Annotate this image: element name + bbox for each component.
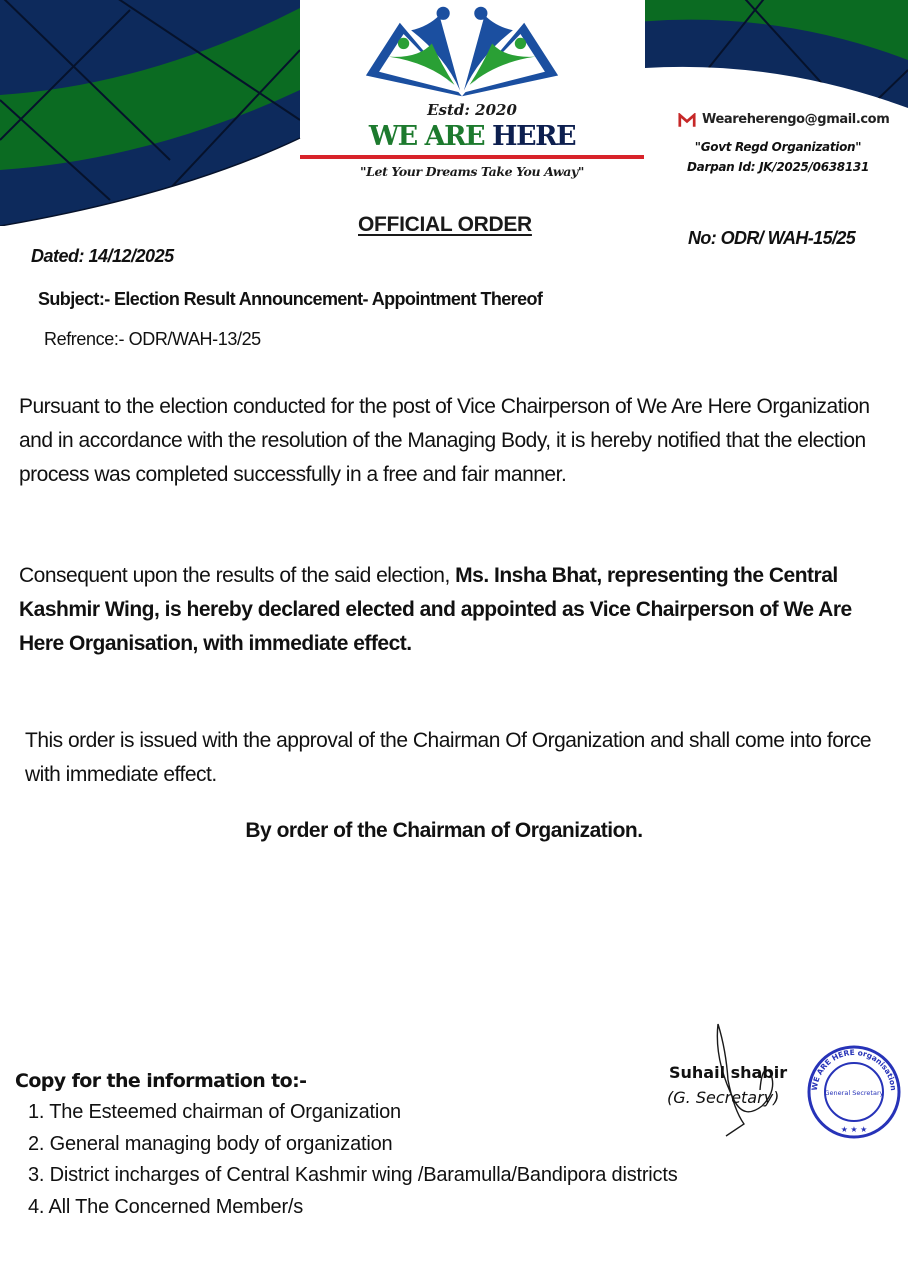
header-decoration-left [0, 0, 302, 226]
order-reference: Refrence:- ODR/WAH-13/25 [44, 329, 261, 349]
signatory-name: Suhail shabir [669, 1063, 788, 1082]
svg-text:WE ARE HERE organisation [810, 1048, 898, 1091]
copy-to-item: 4. All The Concerned Member/s [28, 1195, 304, 1218]
paragraph-2-intro: Consequent upon the results of the said election, [19, 564, 456, 587]
appointment-declaration: Ms. Insha Bhat, representing the Central Kashmir Wing, is hereby declared elected and appointed as Vice Chairperson of We Are Here Organisation, with immediate effect. [19, 564, 852, 655]
stamp-stars-icon: ★ ★ ★ [840, 1125, 868, 1134]
body-paragraph-2 [19, 559, 899, 661]
copy-to-item: 2. General managing body of organization [28, 1132, 393, 1155]
copy-to-item: 3. District incharges of Central Kashmir wing /Baramulla/Bandipora districts [28, 1164, 678, 1186]
body-paragraph-3: This order is issued with the approval of the Chairman Of Organization and shall come into force with immediate effect. [25, 729, 872, 786]
header-divider [300, 155, 644, 159]
signatory-role: (G. Secretary) [667, 1088, 780, 1107]
document-title: OFFICIAL ORDER [358, 213, 532, 236]
order-subject: Subject:- Election Result Announcement- Appointment Thereof [38, 289, 543, 309]
organization-name [300, 121, 644, 153]
organization-name-part2: HERE [492, 121, 576, 152]
copy-to-item: 1. The Esteemed chairman of Organization [28, 1101, 401, 1123]
stamp-outer-text: WE ARE HERE organisation [809, 1047, 899, 1092]
gmail-icon [678, 113, 696, 128]
established-year: Estd: 2020 [427, 101, 517, 119]
organization-stamp [806, 1044, 902, 1140]
by-order-line: By order of the Chairman of Organization. [245, 819, 643, 842]
contact-email [678, 110, 889, 130]
email-address: Weareherengo@gmail.com [702, 112, 890, 127]
order-number: No: ODR/ WAH-15/25 [688, 228, 856, 248]
organization-name-part1: WE ARE [368, 121, 485, 152]
tagline: "Let Your Dreams Take You Away" [360, 164, 584, 179]
body-paragraph-1: Pursuant to the election conducted for the post of Vice Chairperson of We Are Here Organization and in accordance with the resolution of the Managing Body, it is hereby notified that the election process was completed successfully in a free and fair manner. [19, 395, 870, 486]
header-decoration-right [637, 0, 908, 108]
darpan-id: Darpan Id: JK/2025/0638131 [687, 160, 869, 174]
registration-status: "Govt Regd Organization" [694, 140, 862, 154]
copy-to-heading: Copy for the information to:- [15, 1070, 307, 1092]
stamp-center-text: General Secretary [824, 1089, 884, 1097]
order-date: Dated: 14/12/2025 [31, 246, 174, 266]
open-book-with-people-logo [356, 2, 568, 100]
copy-to-list [28, 1097, 678, 1223]
